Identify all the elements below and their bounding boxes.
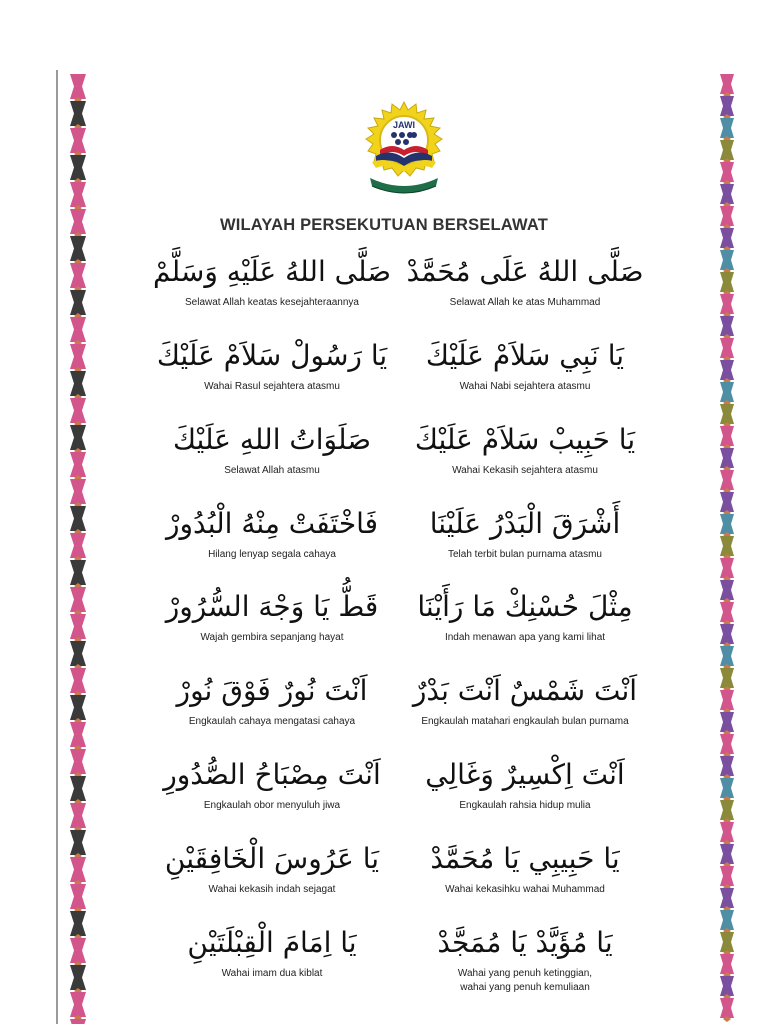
- arabic-verse: اَنْتَ اِكْسِيرٌ وَغَالِي: [425, 758, 625, 791]
- malay-translation: Engkaulah obor menyuluh jiwa: [203, 800, 341, 811]
- border-motif: [720, 514, 734, 534]
- border-motif: [70, 155, 86, 180]
- border-motif: [70, 236, 86, 261]
- border-motif: [720, 624, 734, 644]
- border-motif: [720, 668, 734, 688]
- left-decorative-border: [68, 70, 88, 1024]
- border-motif: [70, 938, 86, 963]
- border-motif: [70, 317, 86, 342]
- border-motif: [70, 263, 86, 288]
- border-motif: [70, 911, 86, 936]
- malay-translation: Indah menawan apa yang kami lihat: [444, 632, 606, 643]
- border-motif: [70, 398, 86, 423]
- border-motif: [720, 294, 734, 314]
- border-motif: [720, 756, 734, 776]
- verse-right: [390, 923, 660, 995]
- logo-jawi-text: JAWI: [392, 120, 416, 130]
- border-motif: [70, 722, 86, 747]
- border-motif: [720, 712, 734, 732]
- arabic-verse: يَا اِمَامَ الْقِبْلَتَيْنِ: [187, 926, 357, 959]
- verse-left: [137, 755, 407, 813]
- malay-translation: Wajah gembira sepanjang hayat: [200, 632, 344, 643]
- border-motif: [70, 182, 86, 207]
- arabic-verse: فَاخْتَفَتْ مِنْهُ الْبُدُورْ: [165, 507, 379, 540]
- verse-right: [390, 755, 660, 813]
- verse-left: [137, 504, 407, 562]
- malay-translation: Engkaulah cahaya mengatasi cahaya: [188, 716, 356, 727]
- verse-right: [390, 839, 660, 897]
- arabic-verse: يَا حَبِيبْ سَلاَمْ عَلَيْكَ: [414, 423, 636, 456]
- border-motif: [70, 668, 86, 693]
- verse-left: [137, 587, 407, 645]
- arabic-verse: مِثْلَ حُسْنِكْ مَا رَأَيْنَا: [417, 590, 633, 623]
- arabic-verse: صَلَّى اللهُ عَلَيْهِ وَسَلَّمْ: [153, 255, 391, 288]
- border-motif: [720, 316, 734, 336]
- border-motif: [720, 888, 734, 908]
- border-motif: [720, 580, 734, 600]
- border-motif: [720, 976, 734, 996]
- arabic-verse: قَطُّ يَا وَجْهَ السُّرُورْ: [165, 590, 379, 623]
- border-motif: [70, 776, 86, 801]
- arabic-verse: صَلَّى اللهُ عَلَى مُحَمَّدْ: [406, 255, 644, 288]
- logo-dot: [399, 132, 405, 138]
- malay-translation: Telah terbit bulan purnama atasmu: [448, 549, 602, 560]
- arabic-verse: اَنْتَ شَمْسٌ اَنْتَ بَدْرٌ: [412, 674, 638, 707]
- verse-left: [137, 839, 407, 897]
- verse-right: [390, 252, 660, 310]
- arabic-verse: يَا مُؤَيَّدْ يَا مُمَجَّدْ: [437, 926, 613, 959]
- page-title: WILAYAH PERSEKUTUAN BERSELAWAT: [219, 216, 549, 234]
- border-motif: [70, 857, 86, 882]
- verse-left: [137, 923, 407, 981]
- border-motif: [720, 404, 734, 424]
- verse-right: [390, 671, 660, 729]
- malay-translation: Hilang lenyap segala cahaya: [208, 549, 336, 560]
- border-motif: [720, 954, 734, 974]
- malay-translation: Engkaulah rahsia hidup mulia: [459, 800, 591, 811]
- verse-right: [390, 587, 660, 645]
- border-motif: [720, 272, 734, 292]
- malay-translation: Wahai Kekasih sejahtera atasmu: [452, 465, 598, 476]
- border-motif: [70, 452, 86, 477]
- verse-left: [137, 671, 407, 729]
- border-motif: [70, 344, 86, 369]
- border-motif: [720, 184, 734, 204]
- arabic-verse: اَنْتَ نُورٌ فَوْقَ نُورْ: [176, 674, 368, 707]
- malay-translation: Selawat Allah ke atas Muhammad: [449, 297, 601, 308]
- border-motif: [720, 382, 734, 402]
- border-motif: [720, 822, 734, 842]
- border-motif: [70, 884, 86, 909]
- border-motif: [70, 128, 86, 153]
- malay-translation: Engkaulah matahari engkaulah bulan purnama: [421, 716, 629, 727]
- border-motif: [720, 910, 734, 930]
- arabic-verse: اَنْتَ مِصْبَاحُ الصُّدُورِ: [163, 758, 381, 791]
- logo-dot: [411, 132, 417, 138]
- border-motif: [70, 74, 86, 99]
- border-motif: [720, 778, 734, 798]
- border-motif: [70, 479, 86, 504]
- malay-translation: Wahai kekasihku wahai Muhammad: [445, 884, 605, 895]
- arabic-verse: يَا نَبِي سَلاَمْ عَلَيْكَ: [425, 339, 625, 372]
- border-motif: [720, 426, 734, 446]
- malay-translation: Selawat Allah atasmu: [224, 465, 320, 476]
- arabic-verse: يَا رَسُولْ سَلاَمْ عَلَيْكَ: [156, 339, 388, 372]
- malay-translation: Selawat Allah keatas kesejahteraannya: [184, 297, 359, 308]
- border-motif: [720, 932, 734, 952]
- arabic-verse: أَشْرَقَ الْبَدْرُ عَلَيْنَا: [429, 507, 621, 540]
- border-motif: [720, 646, 734, 666]
- border-motif: [720, 470, 734, 490]
- border-motif: [70, 1019, 86, 1024]
- border-motif: [720, 690, 734, 710]
- border-motif: [720, 338, 734, 358]
- border-motif: [70, 587, 86, 612]
- border-motif: [70, 965, 86, 990]
- right-decorative-border: [718, 70, 736, 1024]
- logo-dot: [391, 132, 397, 138]
- border-motif: [720, 360, 734, 380]
- border-motif: [70, 371, 86, 396]
- border-motif: [70, 290, 86, 315]
- border-motif: [720, 74, 734, 94]
- page-edge-line: [56, 70, 58, 1024]
- verse-left: [137, 420, 407, 478]
- verse-right: [390, 504, 660, 562]
- logo-dot: [395, 139, 401, 145]
- border-motif: [720, 558, 734, 578]
- border-motif: [70, 560, 86, 585]
- border-motif: [720, 866, 734, 886]
- border-motif: [720, 734, 734, 754]
- border-motif: [720, 250, 734, 270]
- border-motif: [720, 536, 734, 556]
- verse-left: [137, 336, 407, 394]
- border-motif: [70, 749, 86, 774]
- border-motif: [720, 118, 734, 138]
- border-motif: [70, 803, 86, 828]
- malay-translation: Wahai Nabi sejahtera atasmu: [459, 381, 591, 392]
- border-motif: [70, 425, 86, 450]
- jawi-logo: [356, 98, 452, 202]
- logo-dot: [403, 139, 409, 145]
- border-motif: [70, 830, 86, 855]
- border-motif: [720, 140, 734, 160]
- border-motif: [720, 998, 734, 1018]
- border-motif: [70, 614, 86, 639]
- border-motif: [70, 695, 86, 720]
- border-motif: [720, 844, 734, 864]
- border-motif: [70, 533, 86, 558]
- verse-right: [390, 420, 660, 478]
- verse-right: [390, 336, 660, 394]
- border-motif: [70, 641, 86, 666]
- arabic-verse: صَلَوَاتُ اللهِ عَلَيْكَ: [172, 423, 372, 456]
- border-motif: [70, 101, 86, 126]
- logo-ribbon: [370, 178, 438, 193]
- border-motif: [720, 800, 734, 820]
- border-motif: [70, 992, 86, 1017]
- malay-translation: Wahai yang penuh ketinggian, wahai yang penuh kemuliaan: [457, 968, 593, 993]
- border-motif: [720, 602, 734, 622]
- border-motif: [720, 162, 734, 182]
- border-motif: [70, 506, 86, 531]
- arabic-verse: يَا حَبِيبِي يَا مُحَمَّدْ: [430, 842, 620, 875]
- border-motif: [720, 448, 734, 468]
- verse-left: [137, 252, 407, 310]
- arabic-verse: يَا عَرُوسَ الْخَافِقَيْنِ: [164, 842, 380, 875]
- malay-translation: Wahai imam dua kiblat: [221, 968, 323, 979]
- malay-translation: Wahai Rasul sejahtera atasmu: [204, 381, 340, 392]
- malay-translation: Wahai kekasih indah sejagat: [208, 884, 336, 895]
- border-motif: [720, 492, 734, 512]
- border-motif: [720, 96, 734, 116]
